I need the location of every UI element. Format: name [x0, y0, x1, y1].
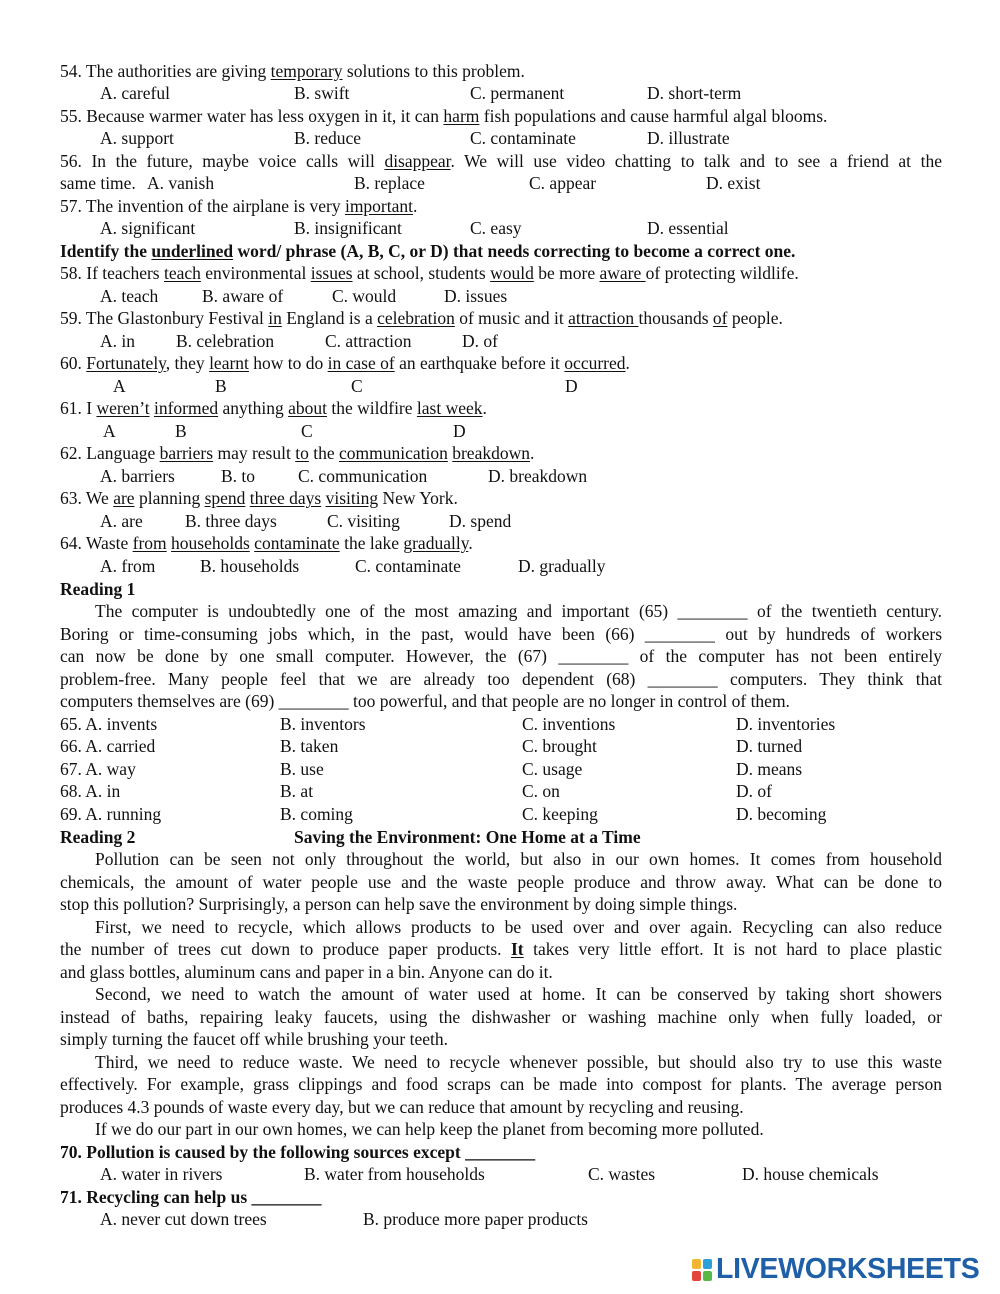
reading-2-line: Second, we need to watch the amount of water used at home. It can be conserved by taking short showers	[95, 984, 942, 1004]
option-b[interactable]: B. celebration	[176, 331, 275, 351]
option-d[interactable]: D. of	[736, 781, 772, 801]
option-d[interactable]: D. illustrate	[647, 128, 730, 148]
option-b[interactable]: B. at	[280, 781, 314, 801]
option-b[interactable]: B. aware of	[202, 286, 284, 306]
option-c[interactable]: C. keeping	[522, 804, 598, 824]
option-c[interactable]: C. easy	[470, 218, 522, 238]
option-d[interactable]: D. short-term	[647, 83, 742, 103]
option-d[interactable]: D. becoming	[736, 804, 827, 824]
option-a[interactable]: 66. A. carried	[60, 736, 156, 756]
underlined-word: important	[344, 196, 413, 216]
option-b[interactable]: B. replace	[354, 173, 425, 193]
option-d[interactable]: D. essential	[647, 218, 729, 238]
option-b[interactable]: B. swift	[294, 83, 350, 103]
option-b[interactable]: B. to	[221, 466, 256, 486]
reading-2-line: Third, we need to reduce waste. We need to recycle whenever possible, but should also try to use this waste	[95, 1052, 942, 1072]
underlined-word: harm	[443, 106, 480, 126]
option-b[interactable]: B. produce more paper products	[363, 1209, 588, 1229]
option-a[interactable]: A. teach	[100, 286, 159, 306]
option-d[interactable]: D. exist	[706, 173, 761, 193]
option-c[interactable]: C. on	[522, 781, 560, 801]
option-b[interactable]: B. water from households	[304, 1164, 485, 1184]
option-c[interactable]: C. contaminate	[355, 556, 461, 576]
option-a[interactable]: A. from	[100, 556, 156, 576]
question-54: 54. The authorities are giving temporary solutions to this problem.	[60, 61, 525, 81]
option-a[interactable]: A. water in rivers	[100, 1164, 223, 1184]
question-56-line2: same time.	[60, 173, 136, 193]
option-c[interactable]: C. contaminate	[470, 128, 576, 148]
question-71: 71. Recycling can help us ________	[60, 1187, 322, 1207]
underlined-word: disappear	[384, 151, 451, 171]
option-d[interactable]: D. inventories	[736, 714, 836, 734]
reading-2-line: the number of trees cut down to produce paper products. It takes very little effort. It is not hard to place plastic	[60, 939, 942, 959]
option-d[interactable]: D. gradually	[518, 556, 606, 576]
option-c[interactable]: C. usage	[522, 759, 583, 779]
option-d[interactable]: D. issues	[444, 286, 508, 306]
letter-a[interactable]: A	[103, 421, 116, 441]
option-c[interactable]: C. wastes	[588, 1164, 656, 1184]
reading-1-line: computers themselves are (69) ________ too powerful, and that people are no longer in control of them.	[60, 691, 790, 711]
reading-2-line: produces 4.3 pounds of waste every day, but we can reduce that amount by recycling and reusing.	[60, 1097, 744, 1117]
letter-c[interactable]: C	[351, 376, 363, 396]
question-59: 59. The Glastonbury Festival in England is a celebration of music and it attraction thousands of people.	[60, 308, 783, 328]
option-b[interactable]: B. coming	[280, 804, 353, 824]
option-c[interactable]: C. would	[332, 286, 397, 306]
reading-2-line: Pollution can be seen not only throughout the world, but also in our own homes. It comes from household	[95, 849, 942, 869]
question-70: 70. Pollution is caused by the following sources except ________	[60, 1142, 536, 1162]
reading-2-heading: Reading 2	[60, 827, 136, 847]
reading-1-line: The computer is undoubtedly one of the most amazing and important (65) ________ of the twentieth century.	[95, 601, 942, 621]
reading-1-line: problem-free. Many people feel that we are already too dependent (68) ________ computers. They think that	[60, 669, 942, 689]
question-61: 61. I weren’t informed anything about the wildfire last week.	[60, 398, 487, 418]
option-a[interactable]: 65. A. invents	[60, 714, 158, 734]
option-d[interactable]: D. spend	[449, 511, 512, 531]
liveworksheets-logo[interactable]	[692, 1252, 992, 1286]
question-55: 55. Because warmer water has less oxygen in it, it can harm fish populations and cause harmful algal blooms.	[60, 106, 828, 126]
letter-b[interactable]: B	[175, 421, 187, 441]
option-c[interactable]: C. brought	[522, 736, 597, 756]
option-c[interactable]: C. inventions	[522, 714, 616, 734]
question-60: 60. Fortunately, they learnt how to do in case of an earthquake before it occurred.	[60, 353, 630, 373]
logo-text: LIVEWORKSHEETS	[716, 1253, 980, 1285]
option-a[interactable]: A. are	[100, 511, 143, 531]
option-b[interactable]: B. reduce	[294, 128, 362, 148]
option-a[interactable]: A. significant	[100, 218, 196, 238]
option-c[interactable]: C. visiting	[327, 511, 400, 531]
letter-d[interactable]: D	[453, 421, 466, 441]
question-64: 64. Waste from households contaminate the lake gradually.	[60, 533, 473, 553]
option-b[interactable]: B. taken	[280, 736, 339, 756]
letter-d[interactable]: D	[565, 376, 578, 396]
option-a[interactable]: 69. A. running	[60, 804, 162, 824]
reading-2-title: Saving the Environment: One Home at a Time	[294, 827, 641, 847]
reading-1-heading: Reading 1	[60, 579, 136, 599]
option-b[interactable]: B. inventors	[280, 714, 366, 734]
option-d[interactable]: D. house chemicals	[742, 1164, 879, 1184]
reading-2-line: effectively. For example, grass clippings and food scraps can be made into compost for plants. The average person	[60, 1074, 942, 1094]
question-57: 57. The invention of the airplane is very important.	[60, 196, 418, 216]
option-a[interactable]: A. never cut down trees	[100, 1209, 267, 1229]
underlined-word: temporary	[270, 61, 343, 81]
reading-2-line: instead of baths, repairing leaky faucets, using the dishwasher or washing machine only when fully loaded, or	[60, 1007, 942, 1027]
question-58: 58. If teachers teach environmental issues at school, students would be more aware of protecting wildlife.	[60, 263, 799, 283]
question-62: 62. Language barriers may result to the communication breakdown.	[60, 443, 535, 463]
reading-2-line: and glass bottles, aluminum cans and paper in a bin. Anyone can do it.	[60, 962, 553, 982]
option-c[interactable]: C. permanent	[470, 83, 565, 103]
option-d[interactable]: D. of	[462, 331, 498, 351]
letter-b[interactable]: B	[215, 376, 227, 396]
option-b[interactable]: B. insignificant	[294, 218, 402, 238]
option-c[interactable]: C. appear	[529, 173, 597, 193]
reading-2-line: First, we need to recycle, which allows products to be used over and over again. Recycling can also reduce	[95, 917, 942, 937]
reading-1-line: Boring or time-consuming jobs which, in the past, would have been (66) ________ out by hundreds of workers	[60, 624, 942, 644]
reading-2-line: simply turning the faucet off while brushing your teeth.	[60, 1029, 448, 1049]
option-a[interactable]: 67. A. way	[60, 759, 136, 779]
option-d[interactable]: D. breakdown	[488, 466, 588, 486]
option-b[interactable]: B. use	[280, 759, 324, 779]
option-c[interactable]: C. attraction	[325, 331, 412, 351]
option-c[interactable]: C. communication	[298, 466, 428, 486]
option-d[interactable]: D. means	[736, 759, 803, 779]
option-b[interactable]: B. households	[200, 556, 300, 576]
question-56: 56. In the future, maybe voice calls will disappear. We will use video chatting to talk and to see a friend at the	[60, 151, 942, 171]
reading-2-line: stop this pollution? Surprisingly, a person can help save the environment by doing simple things.	[60, 894, 738, 914]
option-a[interactable]: A. barriers	[100, 466, 175, 486]
option-a[interactable]: A. support	[100, 128, 174, 148]
logo-icon	[692, 1259, 712, 1281]
reading-2-line: If we do our part in our own homes, we can help keep the planet from becoming more polluted.	[95, 1119, 764, 1139]
letter-a[interactable]: A	[113, 376, 126, 396]
option-d[interactable]: D. turned	[736, 736, 803, 756]
section-instruction: Identify the underlined word/ phrase (A, B, C, or D) that needs correcting to become a correct one.	[60, 241, 796, 261]
option-b[interactable]: B. three days	[185, 511, 277, 531]
question-63: 63. We are planning spend three days visiting New York.	[60, 488, 458, 508]
option-a[interactable]: A. in	[100, 331, 135, 351]
reading-1-line: can now be done by one small computer. However, the (67) ________ of the computer has not been entirely	[60, 646, 942, 666]
letter-c[interactable]: C	[301, 421, 313, 441]
option-a[interactable]: A. vanish	[147, 173, 215, 193]
reading-2-line: chemicals, the amount of water people use and the waste people produce and throw away. What can be done to	[60, 872, 942, 892]
referent-it: It	[511, 939, 524, 959]
option-a[interactable]: 68. A. in	[60, 781, 121, 801]
option-a[interactable]: A. careful	[100, 83, 170, 103]
